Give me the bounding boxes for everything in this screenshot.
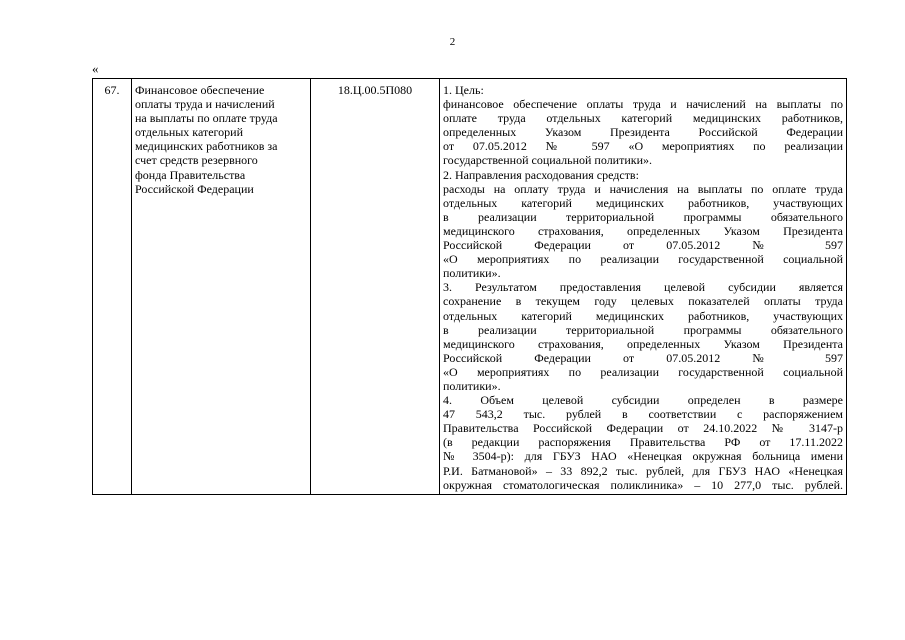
budget-code: 18.Ц.00.5П080 — [311, 79, 440, 495]
row-name-line: медицинских работников за — [135, 139, 278, 154]
description-line: от 07.05.2012 № 597 «О мероприятиях по реализации — [443, 139, 843, 154]
description-line: финансовое обеспечение оплаты труда и начислений на выплаты по — [443, 97, 843, 112]
description-line: расходы на оплату труда и начисления на выплаты по оплате труда — [443, 181, 843, 196]
table-row — [93, 79, 847, 495]
row-name-line: на выплаты по оплате труда — [135, 111, 278, 126]
description-line: Российской Федерации от 07.05.2012 № 597 — [443, 238, 843, 253]
opening-quote-mark: « — [92, 61, 99, 76]
description-line: отдельных категорий медицинских работников, участвующих — [443, 308, 843, 323]
description-line: в реализации территориальной программы обязательного — [443, 322, 843, 337]
row-name-line: Российской Федерации — [135, 181, 254, 196]
row-name-line: фонда Правительства — [135, 167, 246, 182]
budget-table — [92, 78, 847, 495]
description-line: окружная стоматологическая поликлиника» – 10 277,0 тыс. рублей. — [443, 477, 843, 492]
row-name-line: счет средств резервного — [135, 153, 258, 168]
description-line: Р.И. Батмановой» – 33 892,2 тыс. рублей, для ГБУЗ НАО «Ненецкая — [443, 463, 843, 478]
description-line: государственной социальной политики». — [443, 153, 653, 168]
description-line: политики». — [443, 378, 501, 393]
description-line: в реализации территориальной программы обязательного — [443, 209, 843, 224]
description-line: 47 543,2 тыс. рублей в соответствии с распоряжением — [443, 407, 843, 422]
description-line: оплате труда отдельных категорий медицинских работников, — [443, 111, 843, 126]
description-line: медицинского страхования, определенных Указом Президента — [443, 223, 843, 238]
page-number: 2 — [449, 36, 456, 48]
description-line: Российской Федерации от 07.05.2012 № 597 — [443, 350, 843, 365]
row-name-line: Финансовое обеспечение — [135, 83, 265, 97]
description-line: медицинского страхования, определенных Указом Президента — [443, 336, 843, 351]
description-line: отдельных категорий медицинских работников, участвующих — [443, 195, 843, 210]
description-line: «О мероприятиях по реализации государственной социальной — [443, 364, 843, 379]
row-name-line: отдельных категорий — [135, 125, 244, 140]
row-description-cell — [440, 79, 847, 495]
description-line: определенных Указом Президента Российской Федерации — [443, 125, 843, 140]
description-line: № 3504-р): для ГБУЗ НАО «Ненецкая окружная больница имени — [443, 449, 843, 464]
row-number: 67. — [93, 79, 132, 495]
description-line: Правительства Российской Федерации от 24.10.2022 № 3147-р — [443, 421, 843, 436]
description-line: 3. Результатом предоставления целевой субсидии является — [443, 280, 843, 295]
description-line: политики». — [443, 266, 501, 281]
row-name-cell — [132, 79, 311, 495]
description-line: «О мероприятиях по реализации государственной социальной — [443, 252, 843, 267]
description-line: 1. Цель: — [443, 83, 484, 97]
description-line: 4. Объем целевой субсидии определен в размере — [443, 393, 843, 408]
description-line: (в редакции распоряжения Правительства РФ от 17.11.2022 — [443, 435, 843, 450]
description-line: 2. Направления расходования средств: — [443, 167, 639, 182]
row-name-line: оплаты труда и начислений — [135, 97, 275, 112]
description-line: сохранение в текущем году целевых показателей оплаты труда — [443, 294, 843, 309]
